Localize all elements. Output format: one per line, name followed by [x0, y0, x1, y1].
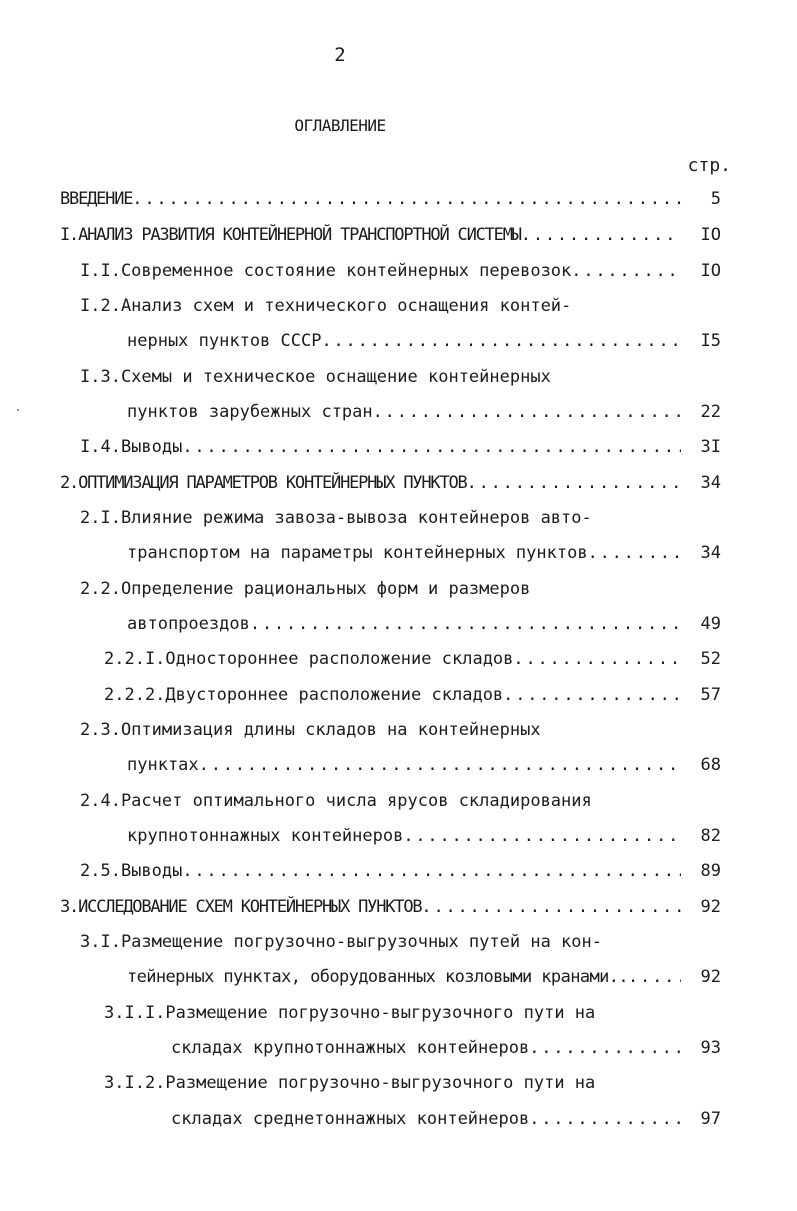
toc-entry-3-1-line2: тейнерных пунктах, оборудованных козловыми кранами.. ..... 92 [127, 960, 721, 994]
toc-entry-1-3-line2: пунктов зарубежных стран ..... 22 [127, 395, 721, 429]
toc-entry-2-1-line1: 2.I.Влияние режима завоза-вывоза контейнеров авто- [80, 508, 592, 528]
toc-entry-1-2-line2: нерных пунктов СССР ..... I5 [127, 324, 721, 358]
toc-entry-2-2-line2: автопроездов ..... 49 [127, 607, 721, 641]
toc-entry-2-2-1: 2.2.I.Одностороннее расположение складов ..... 52 [104, 642, 721, 676]
page-column-header: стр. [687, 155, 731, 176]
toc-entry-2-1-line2: транспортом на параметры контейнерных пунктов ..... 34 [127, 536, 721, 570]
toc-entry-introduction: ВВЕДЕНИЕ ..... 5 [60, 182, 721, 216]
toc-entry-2-4-line2: крупнотоннажных контейнеров ..... 82 [127, 819, 721, 853]
toc-entry-3-1-1-line2: складах крупнотоннажных контейнеров ..... 93 [171, 1031, 721, 1065]
toc-entry-3-1-line1: 3.I.Размещение погрузочно-выгрузочных путей на кон- [80, 932, 602, 952]
toc-entry-chapter-3: 3.ИССЛЕДОВАНИЕ СХЕМ КОНТЕЙНЕРНЫХ ПУНКТОВ ..... 92 [60, 890, 721, 924]
toc-entry-chapter-1: I.АНАЛИЗ РАЗВИТИЯ КОНТЕЙНЕРНОЙ ТРАНСПОРТНОЙ СИСТЕМЫ ..... IO [60, 218, 721, 252]
toc-entry-2-2-line1: 2.2.Определение рациональных форм и размеров [80, 579, 531, 599]
toc-title: ОГЛАВЛЕНИЕ [294, 116, 386, 135]
toc-entry-2-4-line1: 2.4.Расчет оптимального числа ярусов складирования [80, 791, 592, 811]
toc-entry-chapter-2: 2.ОПТИМИЗАЦИЯ ПАРАМЕТРОВ КОНТЕЙНЕРНЫХ ПУНКТОВ ..... 34 [60, 466, 721, 500]
page-number: 2 [334, 44, 346, 66]
toc-entry-1-3-line1: I.3.Схемы и техническое оснащение контейнерных [80, 367, 551, 387]
scan-speck [17, 409, 19, 411]
toc-entry-3-1-2-line2: складах среднетоннажных контейнеров ..... 97 [171, 1102, 721, 1136]
toc-entry-3-1-1-line1: 3.I.I.Размещение погрузочно-выгрузочного пути на [104, 1003, 596, 1023]
toc-entry-1-1: I.I.Современное состояние контейнерных перевозок ..... IO [80, 254, 721, 288]
toc-entry-2-3-line1: 2.3.Оптимизация длины складов на контейнерных [80, 720, 541, 740]
toc-entry-1-2-line1: I.2.Анализ схем и технического оснащения контей- [80, 296, 572, 316]
toc-entry-3-1-2-line1: 3.I.2.Размещение погрузочно-выгрузочного пути на [104, 1073, 596, 1093]
toc-entry-2-3-line2: пунктах ..... 68 [127, 748, 721, 782]
toc-entry-2-5: 2.5.Выводы ..... 89 [80, 854, 721, 888]
toc-entry-1-4: I.4.Выводы ..... 3I [80, 430, 721, 464]
toc-entry-2-2-2: 2.2.2.Двустороннее расположение складов ..... 57 [104, 678, 721, 712]
